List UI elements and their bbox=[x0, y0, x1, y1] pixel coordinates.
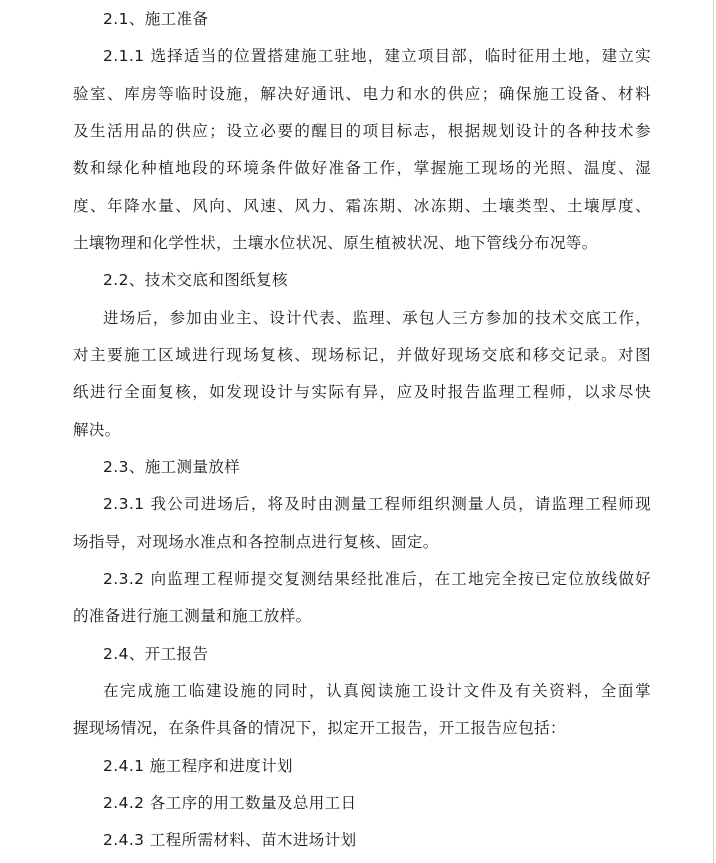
paragraph-line: 土壤物理和化学性状，土壤水位状况、原生植被状况、地下管线分布况等。 bbox=[73, 234, 598, 252]
paragraph-line: 数和绿化种植地段的环境条件做好准备工作，掌握施工现场的光照、温度、湿 bbox=[73, 159, 651, 177]
section-heading: 2.2、技术交底和图纸复核 bbox=[103, 271, 288, 289]
page-edge-divider bbox=[713, 0, 714, 863]
paragraph-line: 2.1.1 选择适当的位置搭建施工驻地，建立项目部，临时征用土地，建立实 bbox=[103, 47, 651, 65]
paragraph-line: 解决。 bbox=[73, 421, 121, 439]
list-item: 2.4.3 工程所需材料、苗木进场计划 bbox=[103, 831, 357, 849]
section-heading: 2.4、开工报告 bbox=[103, 645, 209, 663]
paragraph-line: 度、年降水量、风向、风速、风力、霜冻期、冰冻期、土壤类型、土壤厚度、 bbox=[73, 197, 651, 215]
paragraph-line: 验室、库房等临时设施，解决好通讯、电力和水的供应；确保施工设备、材料 bbox=[73, 85, 651, 103]
paragraph-line: 2.3.1 我公司进场后，将及时由测量工程师组织测量人员，请监理工程师现 bbox=[103, 495, 651, 513]
paragraph-line: 握现场情况，在条件具备的情况下，拟定开工报告，开工报告应包括： bbox=[73, 719, 566, 737]
paragraph-line: 2.3.2 向监理工程师提交复测结果经批准后，在工地完全按已定位放线做好 bbox=[103, 570, 651, 588]
section-heading: 2.3、施工测量放样 bbox=[103, 458, 241, 476]
paragraph-line: 场指导，对现场水准点和各控制点进行复核、固定。 bbox=[73, 533, 439, 551]
paragraph-line: 进场后，参加由业主、设计代表、监理、承包人三方参加的技术交底工作， bbox=[103, 309, 651, 327]
paragraph-line: 纸进行全面复核，如发现设计与实际有异，应及时报告监理工程师，以求尽快 bbox=[73, 383, 651, 401]
paragraph-line: 的准备进行施工测量和施工放样。 bbox=[73, 607, 312, 625]
list-item: 2.4.2 各工序的用工数量及总用工日 bbox=[103, 794, 357, 812]
paragraph-line: 对主要施工区域进行现场复核、现场标记，并做好现场交底和移交记录。对图 bbox=[73, 346, 651, 364]
section-heading: 2.1、施工准备 bbox=[103, 10, 209, 28]
paragraph-line: 及生活用品的供应；设立必要的醒目的项目标志，根据规划设计的各种技术参 bbox=[73, 122, 651, 140]
list-item: 2.4.1 施工程序和进度计划 bbox=[103, 757, 293, 775]
paragraph-line: 在完成施工临建设施的同时，认真阅读施工设计文件及有关资料，全面掌 bbox=[103, 682, 651, 700]
